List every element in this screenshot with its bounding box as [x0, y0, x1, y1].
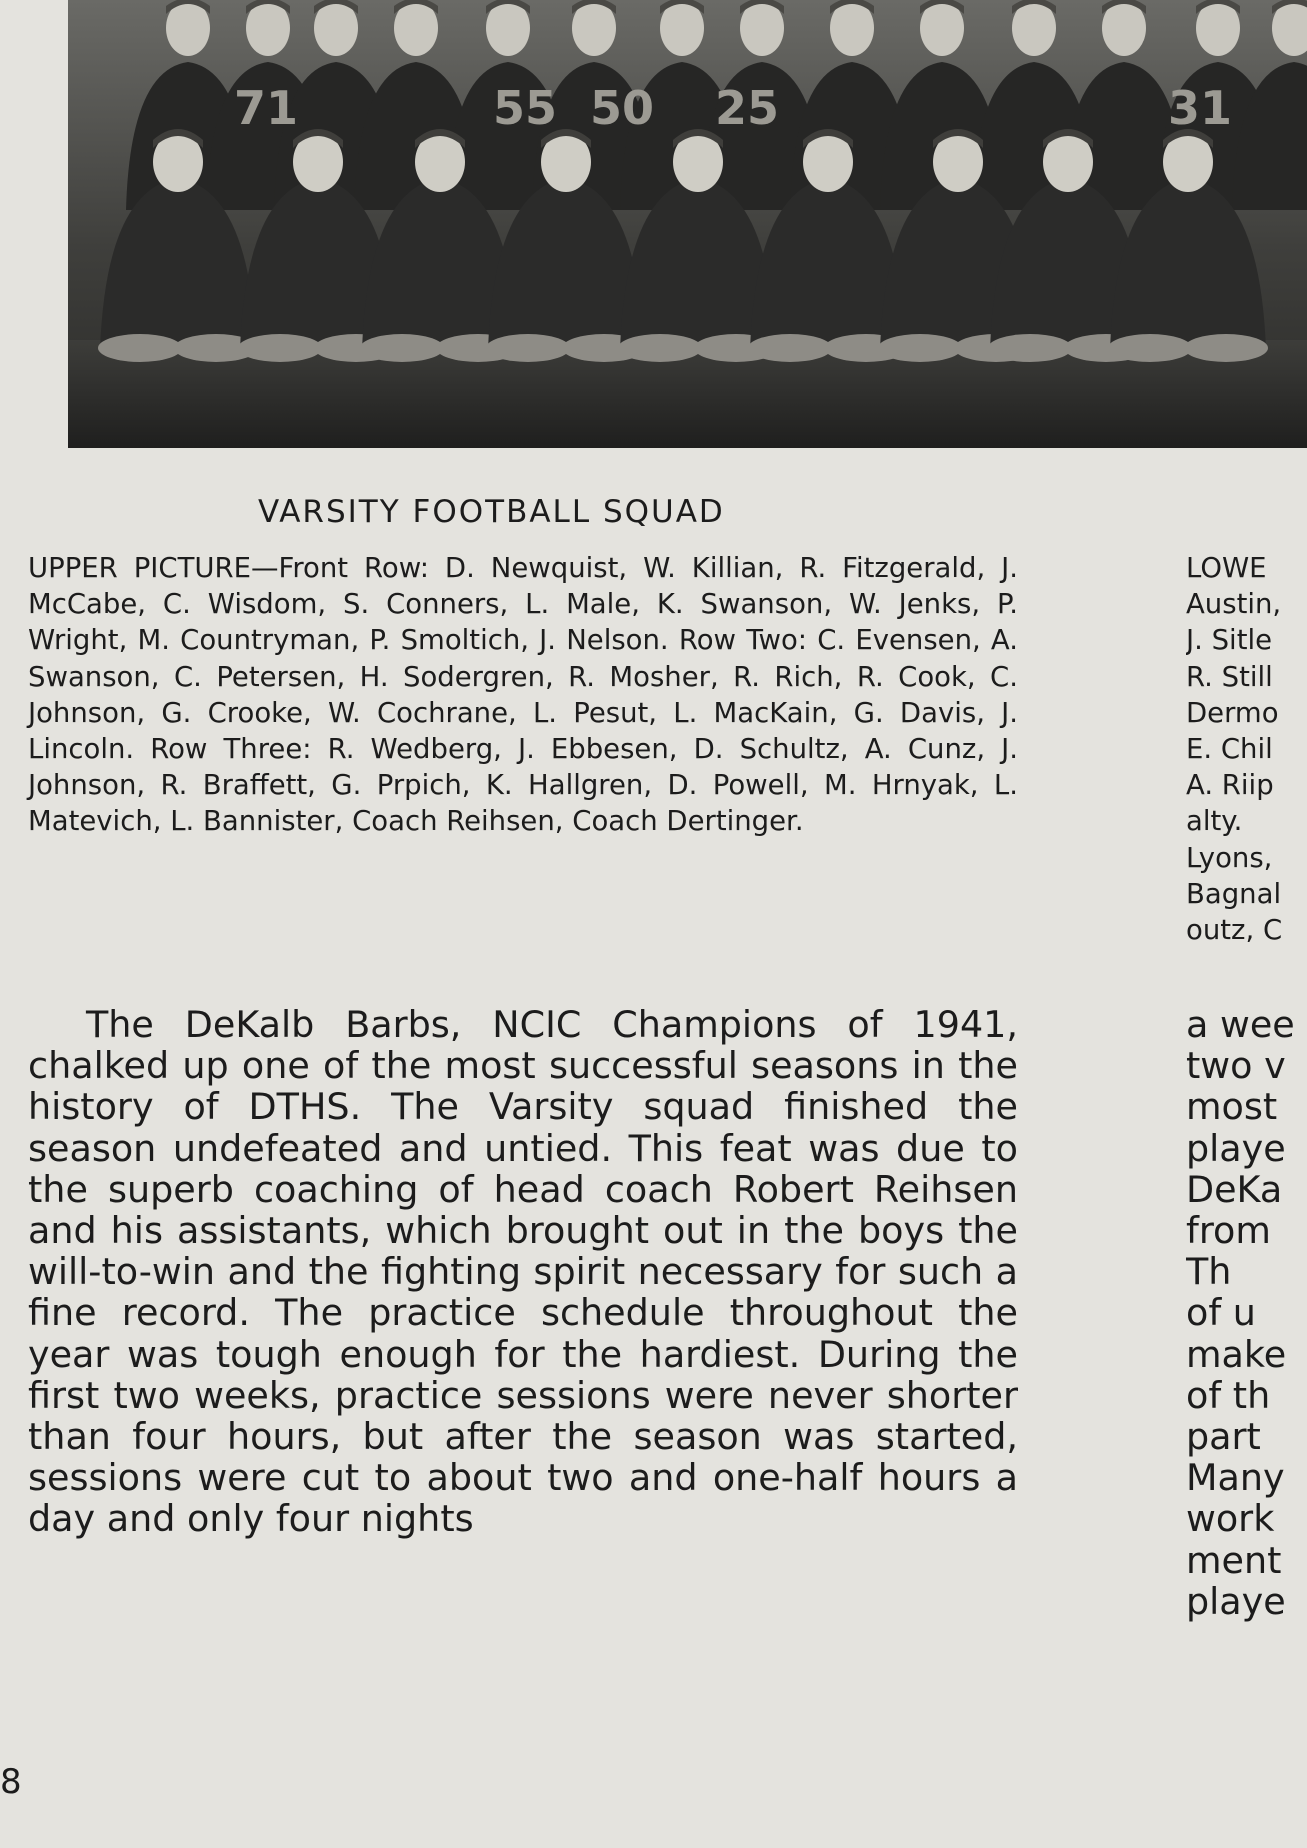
article-body: [28, 1004, 1018, 1540]
right-roster-fragment: [1186, 550, 1282, 948]
right-line: of u: [1186, 1291, 1256, 1335]
right-line: Th: [1186, 1250, 1232, 1294]
jersey-number: 55: [492, 81, 558, 135]
jersey-number: 31: [1167, 81, 1233, 135]
right-body-fragment: [1186, 1004, 1295, 1622]
right-line: LOWE: [1186, 552, 1267, 584]
right-line: a wee: [1186, 1003, 1295, 1046]
right-line: outz, C: [1186, 914, 1283, 947]
right-line: make: [1186, 1332, 1287, 1376]
roster-caption: UPPER PICTURE—Front Row: D. Newquist, W. Killian, R. Fitzgerald, J. McCabe, C. Wisdom, S. Conners, L. Male, K. Swanson, W. Jenks, P. Wright, M. Countryman, P. Smoltich, J. Nelson. Row Two: C. Evensen, A. Swanson, C. Petersen, H. Sodergren, R. Mosher, R. Rich, R. Cook, C. Johnson, G. Crooke, W. Cochrane, L. Pesut, L. MacKain, G. Davis, J. Lincoln. Row Three: R. Wedberg, J. Ebbesen, D. Schultz, A. Cunz, J. Johnson, R. Braffett, G. Prpich, K. Hallgren, D. Powell, M. Hrnyak, L. Matevich, L. Bannister, Coach Reihsen, Coach Dertinger.: [28, 552, 1018, 838]
right-line: from: [1186, 1209, 1271, 1253]
right-line: alty.: [1186, 805, 1243, 838]
jersey-number: 25: [714, 81, 780, 135]
right-line: part: [1186, 1415, 1261, 1459]
right-line: two v: [1186, 1044, 1286, 1088]
right-line: Many: [1186, 1456, 1285, 1500]
right-line: of th: [1186, 1373, 1271, 1417]
right-line: E. Chil: [1186, 733, 1273, 766]
right-line: ment: [1186, 1538, 1282, 1582]
right-line: most: [1186, 1085, 1278, 1129]
team-photo: [68, 0, 1307, 448]
right-line: work: [1186, 1497, 1275, 1541]
right-line: playe: [1186, 1126, 1286, 1170]
right-line: J. Sitle: [1186, 624, 1273, 657]
right-line: R. Still: [1186, 660, 1273, 693]
jersey-number: 71: [233, 81, 299, 135]
right-line: Bagnal: [1186, 877, 1282, 910]
right-line: A. Riip: [1186, 769, 1274, 802]
right-line: Lyons,: [1186, 841, 1273, 874]
jersey-number: 50: [589, 81, 655, 135]
right-line: Dermo: [1186, 696, 1279, 729]
right-line: playe: [1186, 1579, 1286, 1623]
article-paragraph: The DeKalb Barbs, NCIC Champions of 1941, chalked up one of the most successful seasons in the history of DTHS. The Varsity squad finished the season undefeated and untied. This feat was due to the superb coaching of head coach Robert Reihsen and his assistants, which brought out in the boys the will-to-win and the fighting spirit necessary for such a fine record. The practice schedule throughout the year was tough enough for the hardiest. During the first two weeks, practice sessions were never shorter than four hours, but after the season was started, sessions were cut to about two and one-half hours a day and only four nights: [28, 1003, 1018, 1541]
page-number: 8: [0, 1762, 22, 1802]
right-line: Austin,: [1186, 588, 1282, 621]
caption-title: VARSITY FOOTBALL SQUAD: [258, 494, 725, 530]
right-line: DeKa: [1186, 1167, 1283, 1211]
right-column-cropped: [1186, 0, 1307, 1848]
